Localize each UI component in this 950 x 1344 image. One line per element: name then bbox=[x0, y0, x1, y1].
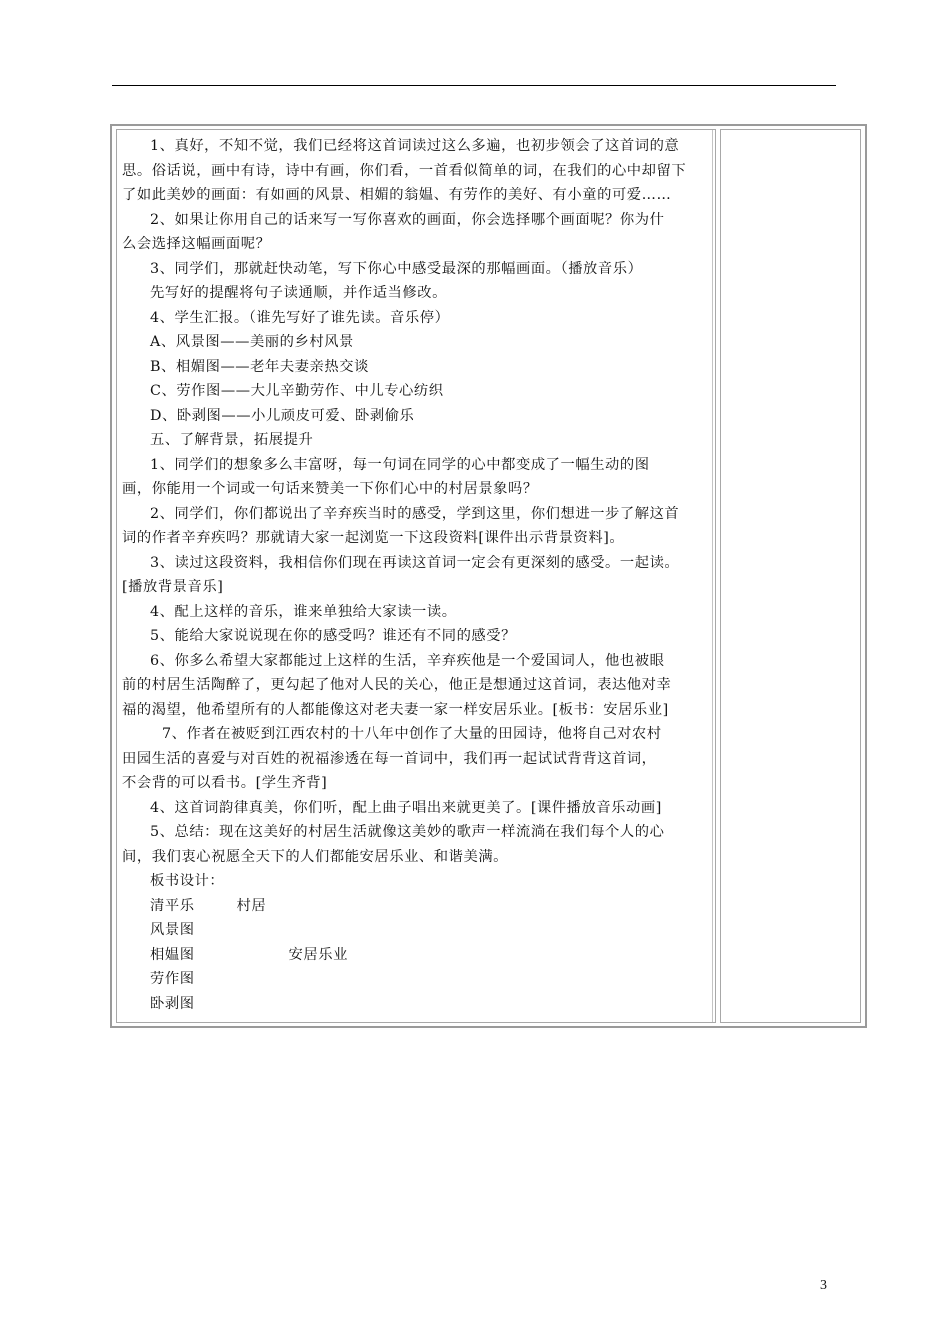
paragraph-line: 先写好的提醒将句子读通顺，并作适当修改。 bbox=[150, 285, 447, 301]
paragraph-line: 思。俗话说，画中有诗，诗中有画，你们看，一首看似简单的词，在我们的心中却留下 bbox=[122, 162, 687, 179]
paragraph-line: 间，我们衷心祝愿全天下的人们都能安居乐业、和谐美满。 bbox=[122, 848, 509, 865]
paragraph-line: 1、同学们的想象多么丰富呀，每一句词在同学的心中都变成了一幅生动的图 bbox=[150, 456, 650, 473]
paragraph-line: 了如此美妙的画面：有如画的风景、相媚的翁媪、有劳作的美好、有小童的可爱…… bbox=[122, 187, 672, 203]
board-item: 相媪图 bbox=[150, 946, 195, 963]
paragraph-line: 4、配上这样的音乐，谁来单独给大家读一读。 bbox=[150, 603, 457, 620]
board-line bbox=[122, 943, 716, 968]
paragraph-line: 3、同学们，那就赶快动笔，写下你心中感受最深的那幅画面。（播放音乐） bbox=[150, 260, 643, 277]
paragraph-line: 7、作者在被贬到江西农村的十八年中创作了大量的田园诗，他将自己对农村 bbox=[162, 726, 662, 742]
paragraph-line: [播放背景音乐] bbox=[122, 579, 224, 595]
paragraph-line: 前的村居生活陶醉了，更勾起了他对人民的关心，他正是想通过这首词，表达他对幸 bbox=[122, 677, 672, 693]
paragraph-line: 4、学生汇报。（谁先写好了谁先读。音乐停） bbox=[150, 309, 450, 326]
paragraph-line: 么会选择这幅画面呢？ bbox=[122, 236, 271, 252]
paragraph-line: 田园生活的喜爱与对百姓的祝福渗透在每一首词中，我们再一起试试背背这首词， bbox=[122, 750, 657, 767]
page-number: 3 bbox=[820, 1278, 827, 1293]
paragraph-line: A、风景图——美丽的乡村风景 bbox=[150, 334, 354, 350]
paragraph-line: 画，你能用一个词或一句话来赞美一下你们心中的村居景象吗？ bbox=[122, 481, 538, 497]
notes-cell bbox=[720, 129, 861, 1023]
board-center: 安居乐业 bbox=[288, 946, 348, 963]
paragraph-line: 6、你多么希望大家都能过上这样的生活，辛弃疾他是一个爱国词人，他也被眼 bbox=[150, 652, 665, 669]
board-line: 劳作图 bbox=[150, 971, 195, 987]
paragraph-line: B、相媚图——老年夫妻亲热交谈 bbox=[150, 358, 369, 375]
board-line: 卧剥图 bbox=[150, 995, 195, 1012]
paragraph-line: 5、能给大家说说现在你的感受吗？谁还有不同的感受？ bbox=[150, 628, 516, 644]
board-subtitle: 村居 bbox=[236, 897, 267, 914]
paragraph-line: 不会背的可以看书。[学生齐背] bbox=[122, 775, 328, 791]
paragraph-line: 词的作者辛弃疾吗？那就请大家一起浏览一下这段资料[课件出示背景资料]。 bbox=[122, 530, 625, 546]
lesson-text bbox=[122, 134, 716, 1016]
paragraph-line: 2、同学们，你们都说出了辛弃疾当时的感受，学到这里，你们想进一步了解这首 bbox=[150, 505, 680, 522]
paragraph-line: 福的渴望，他希望所有的人都能像这对老夫妻一家一样安居乐业。[板书：安居乐业] bbox=[122, 701, 669, 718]
paragraph-line: 4、这首词韵律真美，你们听，配上曲子唱出来就更美了。[课件播放音乐动画] bbox=[150, 799, 662, 816]
board-title: 清平乐 bbox=[150, 897, 195, 914]
header-rule bbox=[112, 85, 836, 86]
paragraph-line: 1、真好，不知不觉，我们已经将这首词读过这么多遍，也初步领会了这首词的意 bbox=[150, 138, 680, 154]
lesson-table bbox=[110, 124, 867, 1028]
paragraph-line: D、卧剥图——小儿顽皮可爱、卧剥偷乐 bbox=[150, 407, 415, 424]
paragraph-line: 5、总结：现在这美好的村居生活就像这美妙的歌声一样流淌在我们每个人的心 bbox=[150, 824, 665, 840]
board-line: 风景图 bbox=[150, 922, 195, 938]
paragraph-line: 3、读过这段资料，我相信你们现在再读这首词一定会有更深刻的感受。一起读。 bbox=[150, 554, 680, 571]
board-design-heading: 板书设计： bbox=[150, 873, 225, 889]
board-title-line bbox=[122, 894, 716, 919]
lesson-content-cell bbox=[116, 129, 716, 1023]
paragraph-line: C、劳作图——大儿辛勤劳作、中儿专心纺织 bbox=[150, 383, 444, 399]
paragraph-line: 2、如果让你用自己的话来写一写你喜欢的画面，你会选择哪个画面呢？你为什 bbox=[150, 211, 665, 228]
section-heading: 五、了解背景，拓展提升 bbox=[150, 432, 314, 448]
